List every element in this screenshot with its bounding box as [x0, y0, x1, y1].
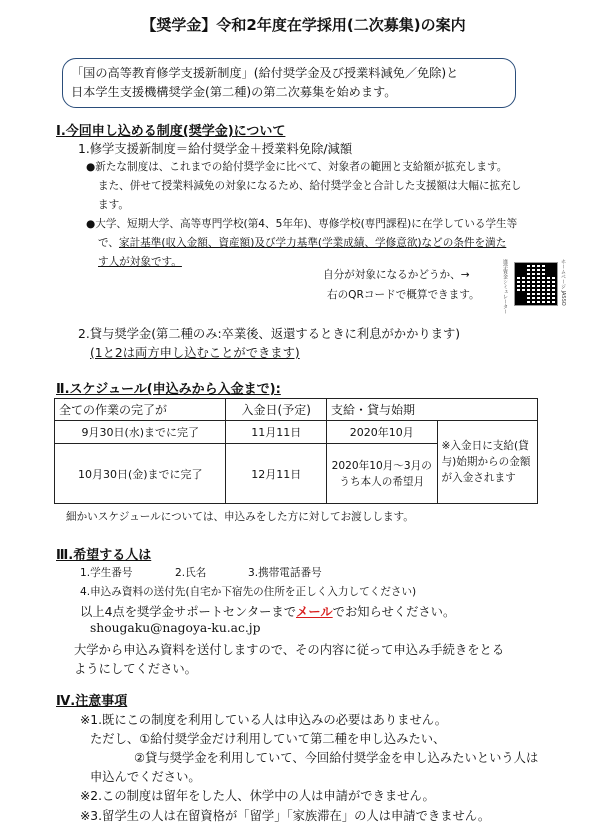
required-item-1: 1.学生番号: [80, 567, 133, 579]
table-cell: 2020年10月～3月のうち本人の希望月: [326, 444, 437, 504]
note-1: ※1.既にこの制度を利用している人は申込みの必要はありません。: [80, 713, 448, 727]
table-row: [55, 421, 538, 444]
system-2-note: (1と2は両方申し込むことができます): [90, 346, 300, 360]
table-cell: 9月30日(水)までに完了: [55, 421, 226, 444]
qr-caption-left: 進学資金シミュレーター: [502, 259, 508, 314]
payment-note: ※入金日に支給(貸与)始期からの金額が入金されます: [437, 421, 537, 504]
announcement-line-1: 「国の高等教育修学支援新制度」(給付奨学金及び授業料減免／免除)と: [71, 66, 459, 80]
note-1-case-b: ②貸与奨学金を利用していて、今回給付奨学金を申し込みたいという人は: [134, 751, 539, 765]
bullet-2-line-2-prefix: で、: [98, 237, 119, 249]
announcement-line-2: 日本学生支援機構奨学金(第二種)の第二次募集を始めます。: [71, 85, 397, 99]
required-item-2: 2.氏名: [175, 567, 207, 579]
note-3: ※3.留学生の人は在留資格が「留学」「家族滞在」の人は申請できません。: [80, 809, 491, 823]
system-1-title: 1.修学支援新制度＝給付奨学金＋授業料免除/減額: [78, 142, 353, 156]
bullet-1-line-1: ●新たな制度は、これまでの給付奨学金に比べて、対象者の範囲と支給額が拡充します。: [86, 161, 508, 173]
announcement-box: [62, 58, 516, 108]
table-cell: 2020年10月: [326, 421, 437, 444]
mail-link[interactable]: メール: [296, 605, 333, 619]
contact-line: [80, 602, 455, 620]
eligibility-criteria: 家計基準(収入金額、資産額)及び学力基準(学業成績、学修意欲)などの条件を満た: [118, 237, 507, 249]
bullet-2-line-3: す人が対象です。: [98, 256, 182, 268]
schedule-table: [54, 398, 538, 504]
system-2-title: 2.貸与奨学金(第二種のみ:卒業後、返還するときに利息がかかります): [78, 327, 461, 341]
bullet-2-line-2: [98, 235, 506, 250]
required-item-3: 3.携帯電話番号: [248, 567, 322, 579]
instruction-line-2: ようにしてください。: [74, 662, 197, 676]
table-cell: 11月11日: [226, 421, 326, 444]
bullet-1-line-3: ます。: [98, 199, 129, 211]
note-1-case-c: 申込んでください。: [90, 770, 201, 784]
table-cell: 10月30日(金)までに完了: [55, 444, 226, 504]
qr-caption-right: ホームページ JASSO: [560, 259, 566, 306]
qr-code-icon[interactable]: [515, 263, 557, 305]
schedule-footnote: 細かいスケジュールについては、申込みをした方に対してお渡しします。: [66, 511, 414, 523]
contact-email[interactable]: shougaku@nagoya-ku.ac.jp: [90, 621, 261, 635]
contact-text: 以上4点を奨学金サポートセンターまで: [80, 605, 297, 619]
qr-hint-line-1: 自分が対象になるかどうか、→: [323, 269, 470, 281]
bullet-2-line-1: ●大学、短期大学、高等専門学校(第4、5年年)、専修学校(専門課程)に在学している学生等: [86, 218, 518, 230]
section-2-heading: Ⅱ.スケジュール(申込みから入金まで):: [56, 382, 281, 397]
header-cell: 支給・貸与始期: [326, 399, 537, 421]
instruction-line-1: 大学から申込み資料を送付しますので、その内容に従って申込み手続きをとる: [74, 643, 505, 657]
header-cell: 全ての作業の完了が: [55, 399, 226, 421]
table-header-row: [55, 399, 538, 421]
table-cell: 12月11日: [226, 444, 326, 504]
note-2: ※2.この制度は留年をした人、休学中の人は申請ができません。: [80, 789, 435, 803]
contact-text-end: でお知らせください。: [332, 605, 456, 619]
required-item-4: 4.申込み資料の送付先(自宅か下宿先の住所を正しく入力してください): [80, 586, 417, 598]
note-1-case-a: ただし、①給付奨学金だけ利用していて第二種を申し込みたい、: [90, 732, 446, 746]
section-1-heading: Ⅰ.今回申し込める制度(奨学金)について: [56, 124, 286, 139]
section-3-heading: Ⅲ.希望する人は: [56, 548, 152, 563]
section-4-heading: Ⅳ.注意事項: [56, 694, 128, 709]
bullet-1-line-2: また、併せて授業料減免の対象になるため、給付奨学金と合計した支援額は大幅に拡充し: [98, 180, 522, 192]
qr-hint-line-2: 右のQRコードで概算できます。: [327, 289, 480, 301]
page-title: 【奨学金】令和2年度在学採用(二次募集)の案内: [141, 16, 466, 34]
header-cell: 入金日(予定): [226, 399, 326, 421]
